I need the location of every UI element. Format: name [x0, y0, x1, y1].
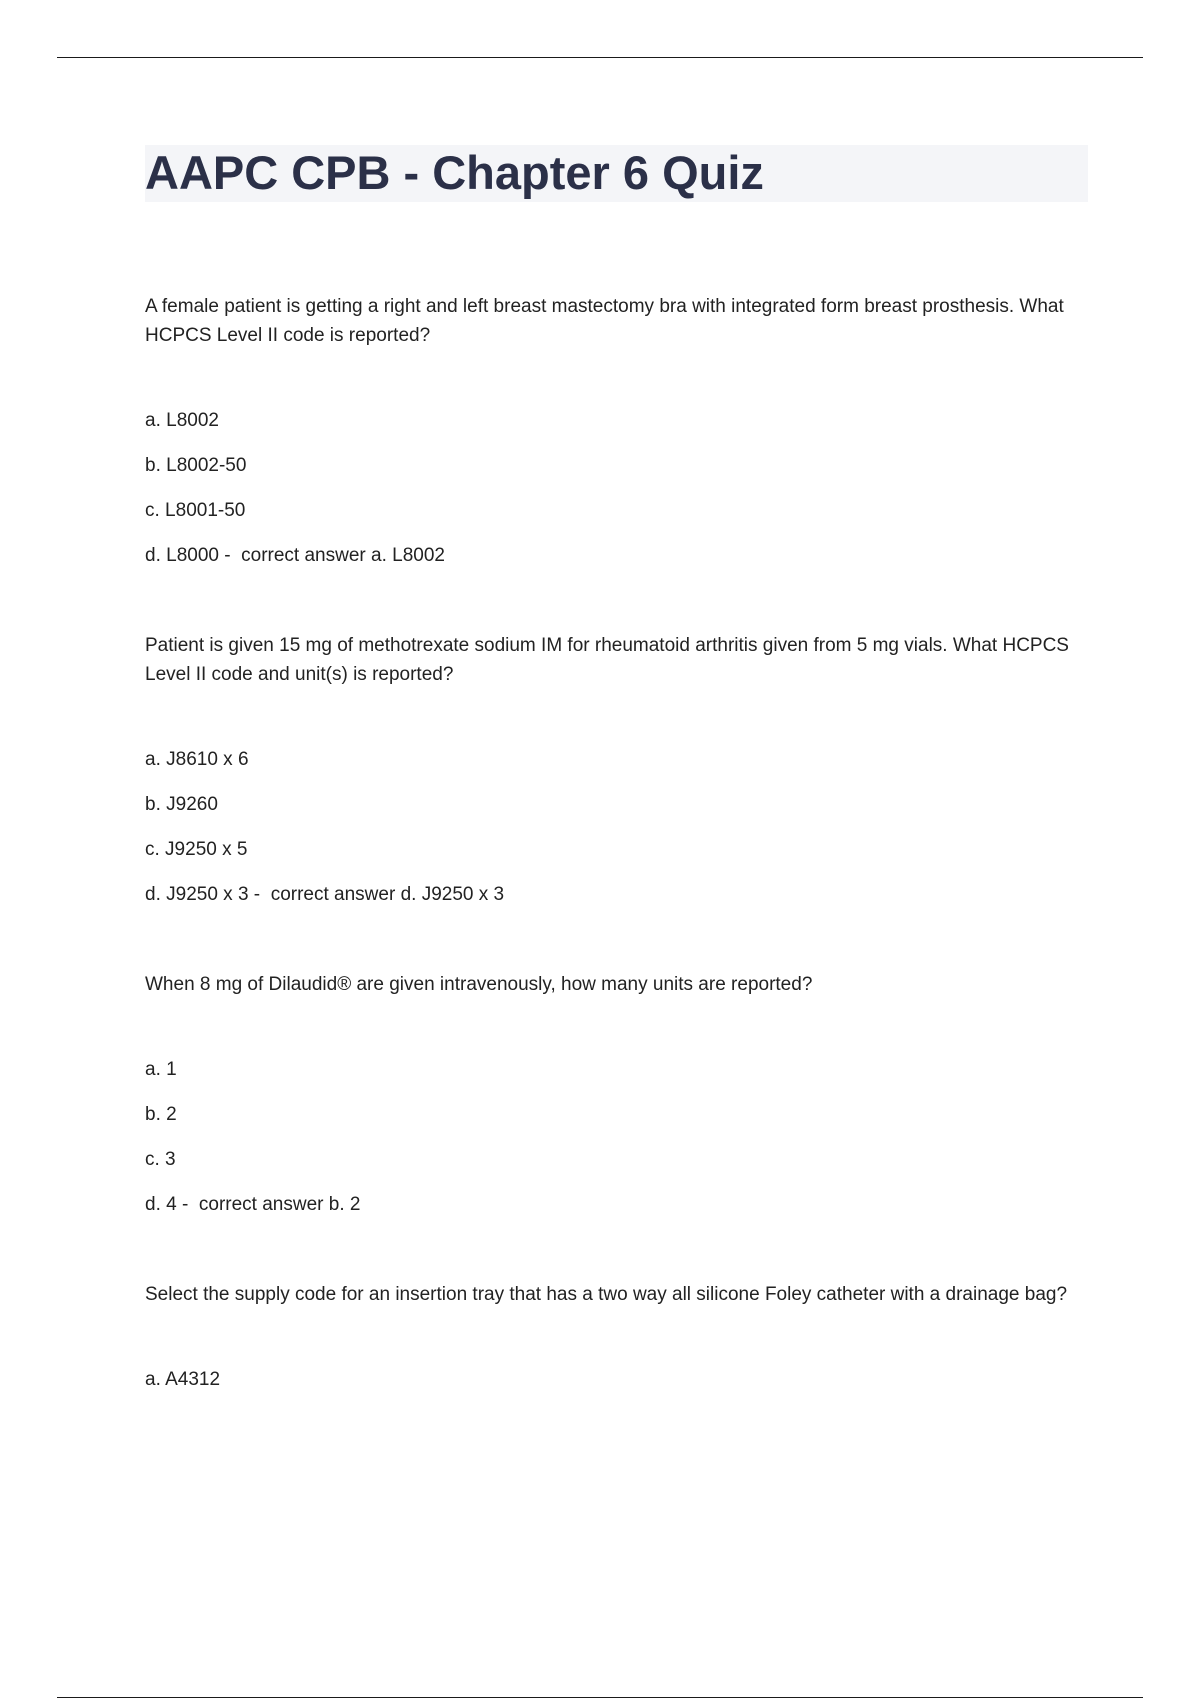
question-text: Patient is given 15 mg of methotrexate sodium IM for rheumatoid arthritis given from 5 mg vials. What HCPCS Level II code and unit(s) is reported? — [145, 635, 1069, 685]
option-d: d. J9250 x 3 — [145, 884, 249, 905]
page-title: AAPC CPB - Chapter 6 Quiz — [145, 146, 764, 199]
option-d: d. L8000 — [145, 545, 219, 566]
question-1 — [145, 292, 1090, 568]
option-c: c. J9250 x 5 — [145, 839, 248, 860]
option-a: a. A4312 — [145, 1369, 221, 1390]
option-a: a. 1 — [145, 1059, 177, 1080]
option-c: c. L8001-50 — [145, 500, 246, 521]
question-2 — [145, 631, 1090, 907]
option-c: c. 3 — [145, 1149, 176, 1170]
question-4 — [145, 1280, 1090, 1392]
bottom-divider — [57, 1697, 1143, 1698]
option-b: b. 2 — [145, 1104, 177, 1125]
top-divider — [57, 57, 1143, 58]
question-text: Select the supply code for an insertion tray that has a two way all silicone Foley catheter with a drainage bag? — [145, 1284, 1068, 1305]
option-d-with-answer: d. J9250 x 3 - correct answer d. J9250 x 3 — [145, 884, 505, 905]
question-3 — [145, 970, 1090, 1217]
correct-answer: b. 2 — [328, 1194, 361, 1215]
option-a: a. L8002 — [145, 410, 219, 431]
correct-answer: d. J9250 x 3 — [400, 884, 505, 905]
option-b: b. L8002-50 — [145, 455, 247, 476]
option-d-with-answer: d. L8000 - correct answer a. L8002 — [145, 545, 445, 566]
option-d-with-answer: d. 4 - correct answer b. 2 — [145, 1194, 361, 1215]
question-text: A female patient is getting a right and left breast mastectomy bra with integrated form breast prosthesis. What HCPCS Level II code is reported? — [145, 296, 1064, 346]
correct-answer: a. L8002 — [371, 545, 445, 566]
option-a: a. J8610 x 6 — [145, 749, 249, 770]
answer-prefix: correct answer — [270, 884, 396, 905]
answer-prefix: correct answer — [241, 545, 366, 566]
answer-prefix: correct answer — [198, 1194, 324, 1215]
quiz-content — [145, 292, 1090, 1392]
option-d: d. 4 — [145, 1194, 177, 1215]
option-b: b. J9260 — [145, 794, 218, 815]
question-text: When 8 mg of Dilaudid® are given intravenously, how many units are reported? — [145, 974, 813, 995]
